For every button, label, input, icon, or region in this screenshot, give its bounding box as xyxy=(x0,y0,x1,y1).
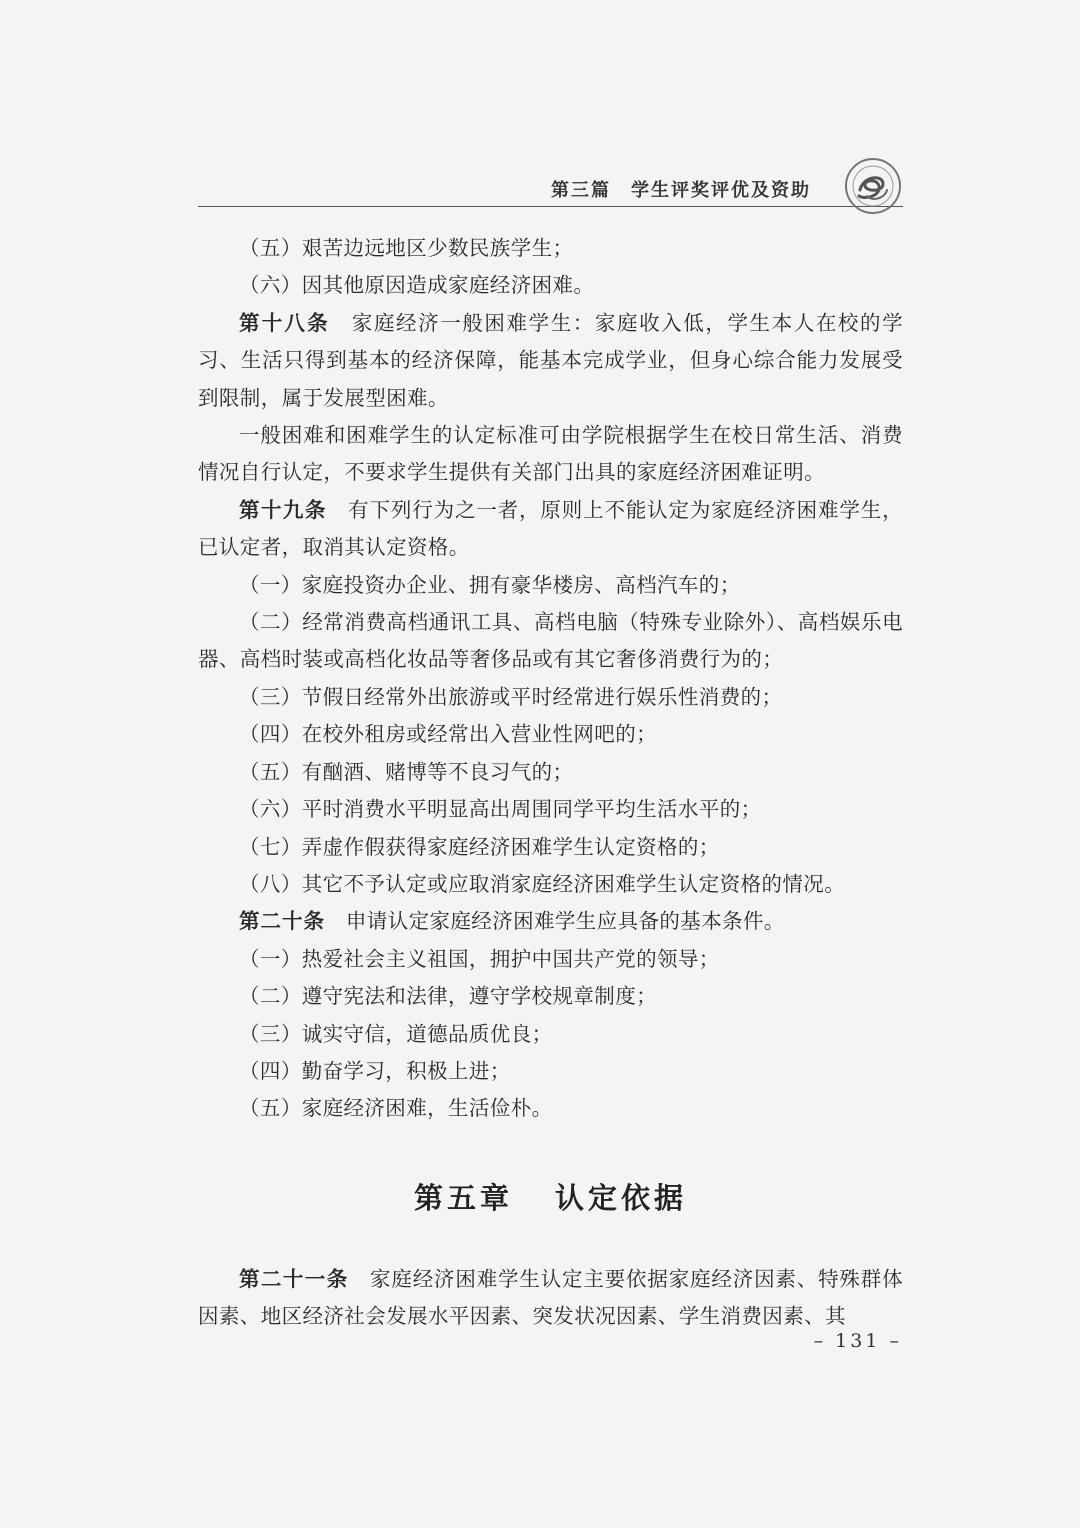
paragraph-text: 家庭经济一般困难学生：家庭收入低，学生本人在校的学习、生活只得到基本的经济保障，能基本完成学业，但身心综合能力发展受到限制，属于发展型困难。 xyxy=(198,310,904,410)
chapter-title: 认定依据 xyxy=(555,1180,688,1215)
article-paragraph xyxy=(198,305,903,417)
paragraph-text: 有下列行为之一者，原则上不能认定为家庭经济困难学生，已认定者，取消其认定资格。 xyxy=(198,497,903,560)
paragraph-text: （六）因其他原因造成家庭经济困难。 xyxy=(239,273,595,298)
paragraph-text: 一般困难和困难学生的认定标准可由学院根据学生在校日常生活、消费情况自行认定，不要求学生提供有关部门出具的家庭经济困难证明。 xyxy=(198,423,903,485)
paragraph xyxy=(198,829,903,866)
paragraph xyxy=(198,978,903,1015)
article-paragraph xyxy=(198,492,903,567)
paragraph-text: （四）在校外租房或经常出入营业性网吧的； xyxy=(239,722,657,747)
article-label: 第二十一条 xyxy=(239,1266,349,1291)
article-paragraph xyxy=(198,1261,903,1336)
paragraph-text: （三）节假日经常外出旅游或平时经常进行娱乐性消费的； xyxy=(239,684,783,709)
running-header xyxy=(198,160,903,207)
paragraph xyxy=(198,679,903,716)
body-text xyxy=(198,230,903,1336)
paragraph-text: （八）其它不予认定或应取消家庭经济困难学生认定资格的情况。 xyxy=(239,871,846,896)
paragraph xyxy=(198,791,903,828)
article-label: 第二十条 xyxy=(239,909,325,934)
paragraph xyxy=(198,1053,903,1090)
paragraph-text: （三）诚实守信，道德品质优良； xyxy=(239,1021,553,1046)
paragraph-text: （五）家庭经济困难，生活俭朴。 xyxy=(239,1096,553,1121)
paragraph xyxy=(198,754,903,791)
paragraph-list xyxy=(198,230,903,1128)
paragraph xyxy=(198,267,903,304)
article-label: 第十八条 xyxy=(239,310,330,335)
chapter-number: 第五章 xyxy=(413,1180,513,1215)
paragraph-text: （一）热爱社会主义祖国，拥护中国共产党的领导； xyxy=(239,946,720,971)
paragraph-text: （二）遵守宪法和法律，遵守学校规章制度； xyxy=(239,984,657,1009)
paragraph xyxy=(198,866,903,903)
paragraph xyxy=(198,716,903,753)
page-number: – 131 – xyxy=(813,1330,902,1352)
paragraph-text: 申请认定家庭经济困难学生应具备的基本条件。 xyxy=(325,909,785,934)
article-paragraph xyxy=(198,903,903,940)
chapter-heading xyxy=(198,1176,903,1217)
paragraph-text: 家庭经济困难学生认定主要依据家庭经济因素、特殊群体因素、地区经济社会发展水平因素、突发状况因素、学生消费因素、其 xyxy=(198,1266,903,1329)
paragraph xyxy=(198,941,903,978)
paragraph xyxy=(198,1090,903,1127)
paragraph xyxy=(198,567,903,604)
paragraph-text: （五）艰苦边远地区少数民族学生； xyxy=(239,236,574,260)
paragraph xyxy=(198,1016,903,1053)
paragraph-text: （二）经常消费高档通讯工具、高档电脑（特殊专业除外）、高档娱乐电器、高档时装或高档化妆品等奢侈品或有其它奢侈消费行为的； xyxy=(198,610,903,672)
paragraph-text: （六）平时消费水平明显高出周围同学平均生活水平的； xyxy=(239,797,762,822)
paragraph-text: （五）有酗酒、赌博等不良习气的； xyxy=(239,759,574,784)
paragraph-text: （一）家庭投资办企业、拥有豪华楼房、高档汽车的； xyxy=(239,572,741,597)
header-title: 第三篇 学生评奖评优及资助 xyxy=(551,180,811,201)
paragraph-text: （七）弄虚作假获得家庭经济困难学生认定资格的； xyxy=(239,834,720,859)
paragraph-list-after xyxy=(198,1261,903,1336)
paragraph xyxy=(198,604,903,679)
article-label: 第十九条 xyxy=(239,497,327,522)
school-emblem-logo xyxy=(843,156,903,216)
paragraph xyxy=(198,417,903,492)
paragraph xyxy=(198,230,903,267)
paragraph-text: （四）勤奋学习，积极上进； xyxy=(239,1058,511,1083)
